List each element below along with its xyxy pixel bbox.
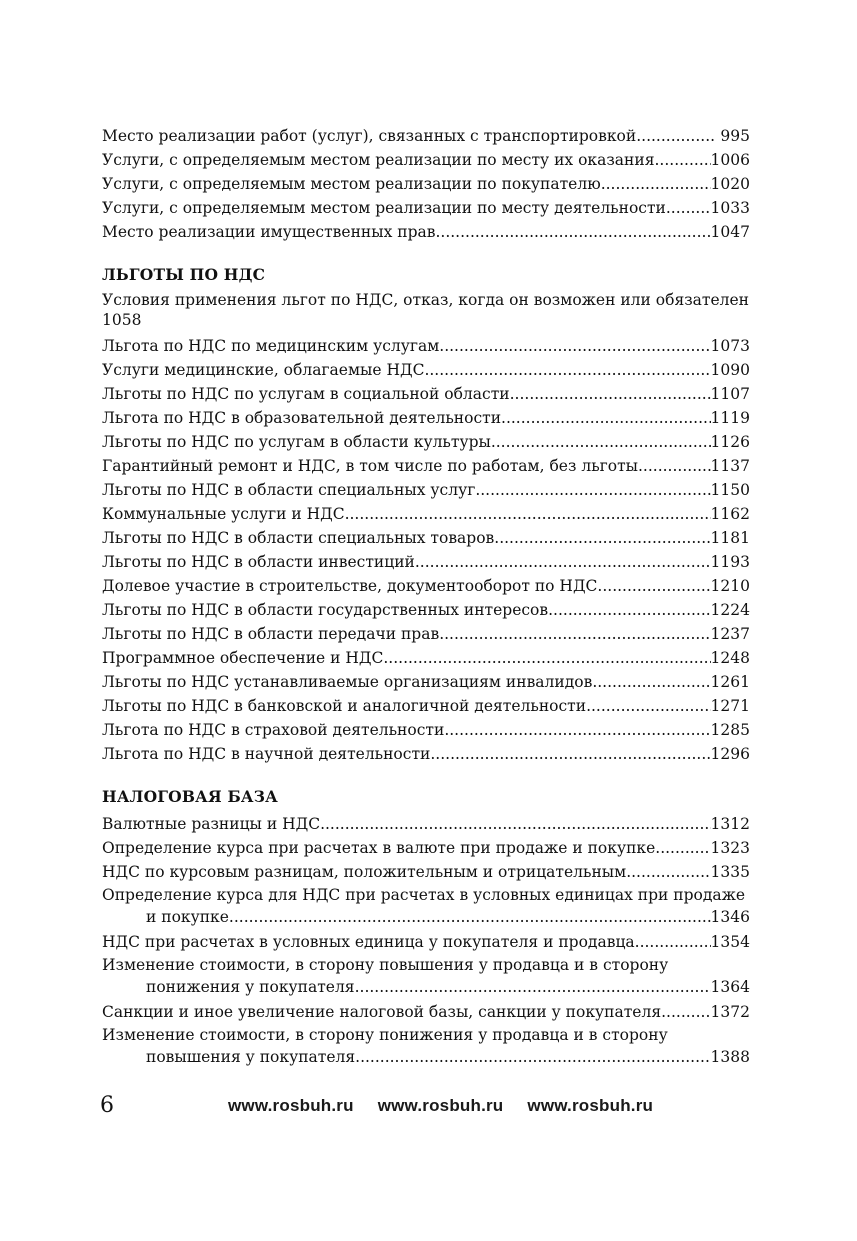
toc-entry[interactable]	[102, 550, 750, 574]
toc-entry-page: 1335	[710, 863, 750, 881]
toc-entry[interactable]	[102, 930, 750, 954]
page-number: 6	[100, 1093, 114, 1118]
toc-entry-title: Услуги медицинские, облагаемые НДС	[102, 361, 425, 379]
toc-entry-title: НДС по курсовым разницам, положительным и отрицательным	[102, 863, 627, 881]
toc-entry-page: 1237	[710, 625, 750, 643]
toc-entry[interactable]	[102, 598, 750, 622]
toc-entry-title: Услуги, с определяемым местом реализации по покупателю	[102, 175, 601, 193]
toc-entry[interactable]	[102, 502, 750, 526]
toc-entry[interactable]	[102, 646, 750, 670]
toc-leader-dots	[415, 550, 711, 574]
toc-leader-dots	[444, 718, 710, 742]
toc-leader-dots	[494, 526, 710, 550]
toc-entry-page: 1296	[710, 745, 750, 763]
toc-leader-dots	[320, 812, 710, 836]
toc-entry-page: 1346	[710, 908, 750, 926]
toc-entry-page: 1058	[102, 311, 142, 329]
toc-entry-page: 1162	[710, 505, 750, 523]
toc-leader-dots	[655, 148, 711, 172]
toc-entry[interactable]	[102, 382, 750, 406]
toc-entry-page: 1073	[710, 337, 750, 355]
toc-leader-dots	[666, 196, 711, 220]
toc-entry[interactable]	[102, 148, 750, 172]
toc-entry[interactable]	[102, 220, 750, 244]
toc-entry-page: 1372	[710, 1003, 750, 1021]
toc-entry-title-line2: и покупке	[146, 908, 229, 926]
toc-entry-title: Льготы по НДС в области передачи прав	[102, 625, 440, 643]
toc-leader-dots	[548, 598, 710, 622]
toc-entry-page: 1193	[710, 553, 750, 571]
toc-leader-dots	[424, 358, 710, 382]
toc-leader-dots	[592, 670, 710, 694]
section-heading: ЛЬГОТЫ ПО НДС	[102, 265, 266, 284]
toc-entry-title: Услуги, с определяемым местом реализации по месту деятельности	[102, 199, 666, 217]
toc-entry-title: Гарантийный ремонт и НДС, в том числе по работам, без льготы	[102, 457, 638, 475]
toc-entry[interactable]	[102, 196, 750, 220]
toc-entry[interactable]	[102, 812, 750, 836]
toc-leader-dots	[383, 646, 710, 670]
toc-entry[interactable]	[102, 430, 750, 454]
toc-entry-page: 1047	[710, 223, 750, 241]
toc-entry[interactable]	[102, 454, 750, 478]
toc-entry-page: 995	[720, 127, 750, 145]
toc-leader-dots	[355, 976, 711, 998]
toc-top-entries	[102, 124, 750, 244]
toc-entry-title: Льготы по НДС в области инвестиций	[102, 553, 415, 571]
toc-entry-title: Льгота по НДС в научной деятельности	[102, 745, 431, 763]
toc-leader-dots	[355, 1046, 710, 1068]
toc-section-tax-base	[102, 784, 750, 1068]
toc-entry-title: Льгота по НДС по медицинским услугам	[102, 337, 440, 355]
toc-leader-dots	[661, 1000, 710, 1024]
toc-entry-title: Программное обеспечение и НДС	[102, 649, 384, 667]
toc-entry-title: Льготы по НДС в области государственных интересов	[102, 601, 549, 619]
toc-entry[interactable]	[102, 836, 750, 860]
toc-leader-dots	[586, 694, 710, 718]
toc-leader-dots	[475, 478, 710, 502]
toc-entry[interactable]	[102, 694, 750, 718]
table-of-contents	[102, 124, 750, 1070]
toc-entry-multiline[interactable]	[102, 884, 750, 928]
toc-entry-title-line2: понижения у покупателя	[146, 978, 355, 996]
toc-entry-title: Санкции и иное увеличение налоговой базы, санкции у покупателя	[102, 1003, 662, 1021]
toc-entry-title: Условия применения льгот по НДС, отказ, когда он возможен или обязателен	[102, 291, 750, 309]
toc-entry-title: Коммунальные услуги и НДС	[102, 505, 345, 523]
toc-leader-dots	[345, 502, 711, 526]
toc-entry[interactable]	[102, 124, 750, 148]
toc-entry-page: 1033	[710, 199, 750, 217]
toc-entry-title: Долевое участие в строительстве, документооборот по НДС	[102, 577, 598, 595]
toc-leader-dots	[229, 906, 711, 928]
toc-entry-page: 1388	[710, 1048, 750, 1066]
toc-entry-page: 1090	[710, 361, 750, 379]
toc-leader-dots	[435, 220, 710, 244]
toc-entry[interactable]	[102, 742, 750, 766]
toc-entry[interactable]	[102, 406, 750, 430]
toc-entry-title: Льготы по НДС по услугам в области культуры	[102, 433, 491, 451]
toc-entry[interactable]	[102, 358, 750, 382]
toc-entry-page: 1107	[710, 385, 750, 403]
toc-entry-title: Валютные разницы и НДС	[102, 815, 321, 833]
toc-entry-page: 1354	[710, 933, 750, 951]
toc-entry-page: 1150	[710, 481, 750, 499]
toc-entry-title: Услуги, с определяемым местом реализации по месту их оказания	[102, 151, 655, 169]
toc-entry-title-line1: Изменение стоимости, в сторону понижения у продавца и в сторону	[102, 1026, 668, 1044]
toc-entry-page: 1210	[710, 577, 750, 595]
toc-entry-multiline[interactable]	[102, 954, 750, 998]
toc-entry[interactable]	[102, 860, 750, 884]
toc-entry[interactable]	[102, 172, 750, 196]
footer-link[interactable]: www.rosbuh.ru	[228, 1096, 354, 1115]
toc-leader-dots	[501, 406, 711, 430]
toc-entry-page: 1271	[710, 697, 750, 715]
toc-entry-title: Льготы по НДС в области специальных услуг	[102, 481, 476, 499]
toc-entry-multiline[interactable]	[102, 1024, 750, 1068]
toc-entry-page: 1285	[710, 721, 750, 739]
toc-entry-title: Место реализации имущественных прав	[102, 223, 436, 241]
toc-entry-page: 1312	[710, 815, 750, 833]
footer-links	[228, 1094, 653, 1118]
toc-leader-dots	[601, 172, 711, 196]
toc-entry-page: 1181	[710, 529, 750, 547]
toc-entry-title: Льготы по НДС в области специальных товаров	[102, 529, 495, 547]
toc-entry[interactable]	[102, 622, 750, 646]
toc-entry[interactable]	[102, 1000, 750, 1024]
page-footer	[100, 1092, 760, 1120]
toc-leader-dots	[430, 742, 710, 766]
toc-leader-dots	[491, 430, 711, 454]
toc-entry-title-line2: повышения у покупателя	[146, 1048, 356, 1066]
toc-entry-title: Льгота по НДС в образовательной деятельности	[102, 409, 502, 427]
toc-entry-title: Льготы по НДС устанавливаемые организациям инвалидов	[102, 673, 593, 691]
toc-entry-page: 1006	[710, 151, 750, 169]
toc-entry-page: 1364	[710, 978, 750, 996]
toc-entry[interactable]	[102, 334, 750, 358]
toc-entry-title: Место реализации работ (услуг), связанных с транспортировкой	[102, 127, 637, 145]
toc-entry-title: НДС при расчетах в условных единица у покупателя и продавца	[102, 933, 635, 951]
toc-entry-title: Льготы по НДС в банковской и аналогичной деятельности	[102, 697, 587, 715]
toc-leader-dots	[439, 622, 710, 646]
toc-leader-dots	[638, 454, 711, 478]
toc-leader-dots	[626, 860, 710, 884]
toc-leader-dots	[635, 930, 711, 954]
toc-entry-page: 1020	[710, 175, 750, 193]
toc-leader-dots	[655, 836, 710, 860]
toc-entry-title-line1: Изменение стоимости, в сторону повышения у продавца и в сторону	[102, 956, 669, 974]
toc-entry[interactable]	[102, 574, 750, 598]
section-heading: НАЛОГОВАЯ БАЗА	[102, 787, 278, 806]
toc-entry-title: Определение курса при расчетах в валюте при продаже и покупке	[102, 839, 656, 857]
toc-entry[interactable]	[102, 718, 750, 742]
toc-entry[interactable]	[102, 526, 750, 550]
toc-entry-page: 1137	[710, 457, 750, 475]
toc-entry-page: 1126	[710, 433, 750, 451]
toc-entry-page: 1323	[710, 839, 750, 857]
toc-leader-dots	[597, 574, 710, 598]
toc-leader-dots	[510, 382, 711, 406]
toc-leader-dots	[439, 334, 710, 358]
toc-entry-page: 1119	[710, 409, 750, 427]
footer-link[interactable]: www.rosbuh.ru	[527, 1096, 654, 1115]
toc-entry[interactable]	[102, 478, 750, 502]
footer-link[interactable]: www.rosbuh.ru	[377, 1096, 504, 1115]
toc-section-benefits	[102, 262, 750, 766]
toc-entry-page: 1248	[710, 649, 750, 667]
toc-entry-title: Льгота по НДС в страховой деятельности	[102, 721, 445, 739]
toc-entry-title-line1: Определение курса для НДС при расчетах в условных единицах при продаже	[102, 886, 746, 904]
toc-entry-wrapped[interactable]	[102, 290, 750, 330]
toc-entry-title: Льготы по НДС по услугам в социальной области	[102, 385, 510, 403]
toc-entry-page: 1224	[710, 601, 750, 619]
toc-leader-dots	[636, 124, 714, 148]
toc-entry[interactable]	[102, 670, 750, 694]
toc-entry-page: 1261	[710, 673, 750, 691]
